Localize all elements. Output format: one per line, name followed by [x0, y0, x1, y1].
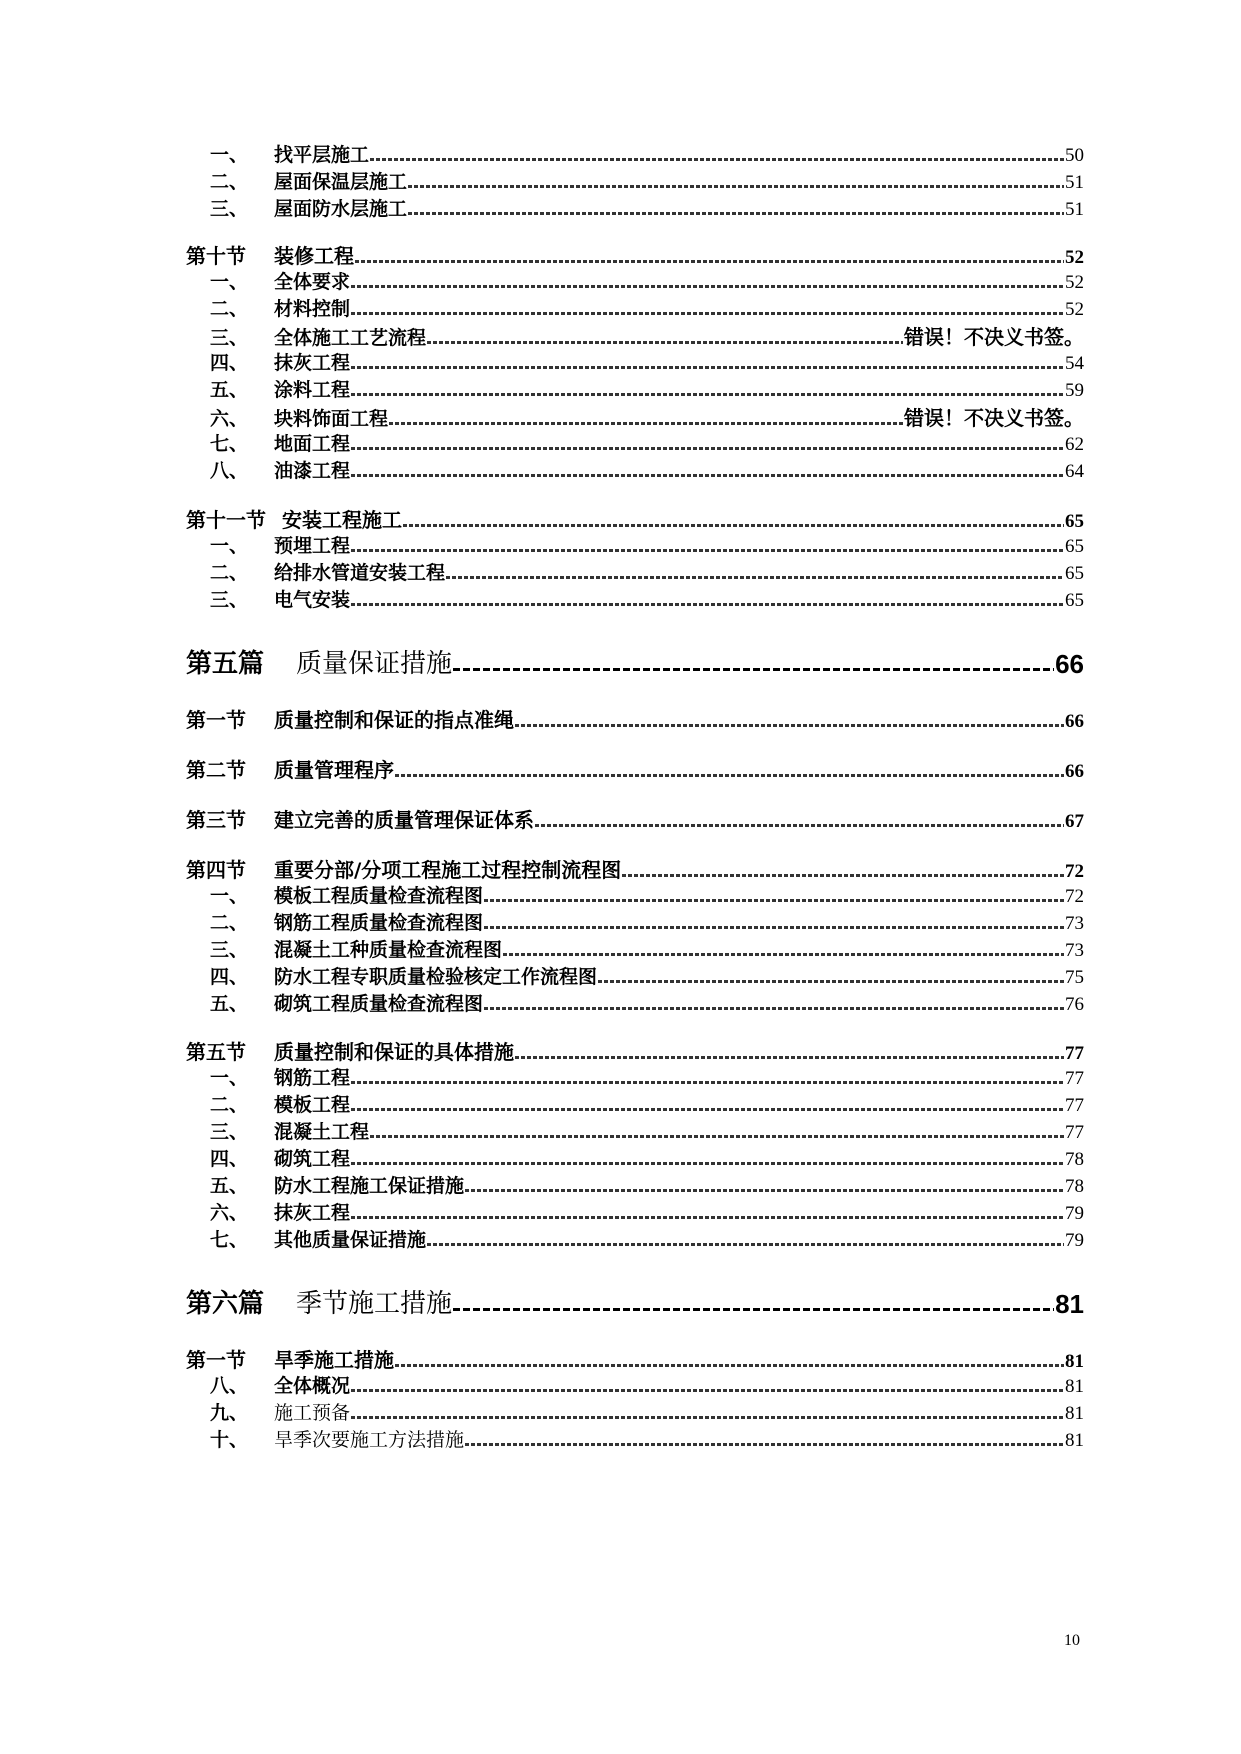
toc-number: 第十节 [186, 244, 246, 268]
toc-title: 抹灰工程 [274, 352, 351, 374]
toc-leader [395, 774, 1064, 777]
toc-page: 64 [1065, 461, 1084, 482]
toc-number: 八、 [210, 1375, 249, 1397]
toc-item[interactable] [186, 935, 1084, 962]
toc-item[interactable] [186, 1090, 1084, 1117]
toc-section[interactable] [186, 854, 1084, 883]
toc-leader [370, 158, 1064, 161]
toc-number: 第三节 [186, 808, 246, 832]
toc-item[interactable] [186, 1398, 1084, 1425]
toc-item[interactable] [186, 531, 1084, 558]
toc-page: 79 [1065, 1203, 1084, 1224]
toc-section[interactable] [186, 1344, 1084, 1373]
page-number: 10 [1064, 1632, 1080, 1649]
toc-title: 旱季次要施工方法措施 [274, 1429, 465, 1451]
toc-number: 一、 [210, 271, 249, 293]
toc-number: 二、 [210, 171, 249, 193]
toc-leader [484, 926, 1064, 929]
toc-item[interactable] [186, 585, 1084, 612]
toc-title: 模板工程 [274, 1094, 351, 1116]
toc-title: 防水工程专职质量检验核定工作流程图 [274, 966, 598, 988]
toc-title: 油漆工程 [274, 460, 351, 482]
toc-leader [389, 422, 903, 425]
toc-page: 81 [1065, 1376, 1084, 1397]
toc-page: 78 [1065, 1149, 1084, 1170]
toc-number: 三、 [210, 589, 249, 611]
toc-title: 质量控制和保证的具体措施 [274, 1040, 514, 1064]
toc-title: 砌筑工程 [274, 1148, 351, 1170]
toc-section[interactable] [186, 1036, 1084, 1065]
toc-number: 第四节 [186, 858, 246, 882]
toc-title: 给排水管道安装工程 [274, 562, 446, 584]
toc-number: 三、 [210, 1121, 249, 1143]
toc-leader [427, 1243, 1064, 1246]
toc-leader [355, 260, 1064, 263]
toc-leader [351, 603, 1064, 606]
toc-number: 五、 [210, 379, 249, 401]
toc-leader [484, 899, 1064, 902]
toc-number: 十、 [210, 1429, 249, 1451]
toc-page: 81 [1055, 1289, 1084, 1319]
toc-title: 预埋工程 [274, 535, 351, 557]
toc-part[interactable] [186, 643, 1084, 680]
toc-title: 涂料工程 [274, 379, 351, 401]
toc-number: 一、 [210, 1067, 249, 1089]
toc-page: 52 [1065, 299, 1084, 320]
toc-page: 81 [1065, 1430, 1084, 1451]
toc-page: 65 [1065, 590, 1084, 611]
toc-number: 三、 [210, 327, 249, 349]
toc-leader [403, 524, 1064, 527]
toc-item[interactable] [186, 267, 1084, 294]
toc-item[interactable] [186, 194, 1084, 221]
toc-page: 65 [1065, 536, 1084, 557]
toc-title: 钢筋工程质量检查流程图 [274, 912, 484, 934]
toc-leader [351, 285, 1064, 288]
toc-number: 三、 [210, 198, 249, 220]
toc-error-text: 错误！不决义书签。 [904, 406, 1084, 430]
toc-leader [351, 1108, 1064, 1111]
toc-page: 51 [1065, 199, 1084, 220]
toc-number: 六、 [210, 1202, 249, 1224]
toc-title: 屋面防水层施工 [274, 198, 408, 220]
toc-title: 防水工程施工保证措施 [274, 1175, 465, 1197]
toc-page: 72 [1065, 886, 1084, 907]
toc-item[interactable] [186, 321, 1084, 350]
toc-page: 54 [1065, 353, 1084, 374]
toc-page: 81 [1065, 1351, 1084, 1372]
toc-page: 78 [1065, 1176, 1084, 1197]
toc-section[interactable] [186, 754, 1084, 783]
toc-number: 二、 [210, 912, 249, 934]
toc-page: 75 [1065, 967, 1084, 988]
toc-item[interactable] [186, 1171, 1084, 1198]
toc-leader [395, 1364, 1064, 1367]
toc-title: 抹灰工程 [274, 1202, 351, 1224]
toc-number: 第六篇 [186, 1289, 265, 1319]
toc-number: 四、 [210, 352, 249, 374]
toc-page: 65 [1065, 563, 1084, 584]
toc-page: 77 [1065, 1122, 1084, 1143]
toc-title: 地面工程 [274, 433, 351, 455]
toc-leader [351, 1389, 1064, 1392]
toc-item[interactable] [186, 908, 1084, 935]
toc-title: 全体概况 [274, 1375, 351, 1397]
toc-leader [535, 824, 1064, 827]
toc-item[interactable] [186, 294, 1084, 321]
toc-number: 第二节 [186, 758, 246, 782]
toc-page: 66 [1055, 649, 1084, 679]
toc-item[interactable] [186, 429, 1084, 456]
toc-page: 59 [1065, 380, 1084, 401]
toc-page: 73 [1065, 913, 1084, 934]
toc-leader [351, 447, 1064, 450]
toc-section[interactable] [186, 804, 1084, 833]
toc-title: 电气安装 [274, 589, 351, 611]
toc-title: 旱季施工措施 [274, 1348, 394, 1372]
toc-leader [351, 1416, 1064, 1419]
toc-leader [351, 549, 1064, 552]
toc-title: 屋面保温层施工 [274, 171, 408, 193]
toc-leader [370, 1135, 1064, 1138]
toc-page: 66 [1065, 761, 1084, 782]
toc-item[interactable] [186, 167, 1084, 194]
toc-item[interactable] [186, 558, 1084, 585]
toc-page: 67 [1065, 811, 1084, 832]
toc-leader [351, 366, 1064, 369]
toc-page: 77 [1065, 1095, 1084, 1116]
toc-number: 五、 [210, 1175, 249, 1197]
toc-title: 质量控制和保证的指点准绳 [274, 708, 514, 732]
toc-number: 四、 [210, 966, 249, 988]
toc-leader [427, 341, 903, 344]
toc-item[interactable] [186, 375, 1084, 402]
toc-page: 52 [1065, 247, 1084, 268]
toc-number: 第一节 [186, 1348, 246, 1372]
toc-item[interactable] [186, 1425, 1084, 1452]
toc-number: 六、 [210, 408, 249, 430]
toc-leader [503, 953, 1064, 956]
toc-number: 二、 [210, 562, 249, 584]
toc-page: 76 [1065, 994, 1084, 1015]
toc-error-text: 错误！不决义书签。 [904, 325, 1084, 349]
toc-leader [351, 312, 1064, 315]
toc-leader [622, 874, 1064, 877]
toc-number: 七、 [210, 433, 249, 455]
toc-item[interactable] [186, 1371, 1084, 1398]
toc-page: 81 [1065, 1403, 1084, 1424]
toc-number: 第一节 [186, 708, 246, 732]
toc-title: 砌筑工程质量检查流程图 [274, 993, 484, 1015]
toc-title: 全体要求 [274, 271, 351, 293]
toc-page: 51 [1065, 172, 1084, 193]
toc-number: 四、 [210, 1148, 249, 1170]
toc-page: 50 [1065, 145, 1084, 166]
toc-item[interactable] [186, 1063, 1084, 1090]
toc-title: 质量保证措施 [296, 649, 453, 679]
toc-page: 65 [1065, 511, 1084, 532]
toc-part[interactable] [186, 1283, 1084, 1320]
toc-item[interactable] [186, 962, 1084, 989]
toc-section[interactable] [186, 240, 1084, 269]
toc-page: 73 [1065, 940, 1084, 961]
toc-leader [598, 980, 1064, 983]
toc-number: 第五节 [186, 1040, 246, 1064]
toc-page: 52 [1065, 272, 1084, 293]
toc-number: 一、 [210, 885, 249, 907]
toc-leader [465, 1443, 1064, 1446]
toc-title: 季节施工措施 [296, 1289, 453, 1319]
toc-section[interactable] [186, 504, 1084, 533]
toc-item[interactable] [186, 456, 1084, 483]
toc-section[interactable] [186, 704, 1084, 733]
toc-number: 第五篇 [186, 649, 265, 679]
toc-number: 一、 [210, 144, 249, 166]
toc-leader [408, 212, 1064, 215]
toc-item[interactable] [186, 348, 1084, 375]
toc-title: 安装工程施工 [282, 508, 402, 532]
toc-item[interactable] [186, 140, 1084, 167]
toc-title: 其他质量保证措施 [274, 1229, 427, 1251]
toc-title: 找平层施工 [274, 144, 370, 166]
toc-number: 八、 [210, 460, 249, 482]
toc-title: 块料饰面工程 [274, 408, 389, 430]
toc-leader [484, 1007, 1064, 1010]
toc-leader [351, 1216, 1064, 1219]
toc-leader [351, 1081, 1064, 1084]
toc-page: 77 [1065, 1043, 1084, 1064]
toc-page: 72 [1065, 861, 1084, 882]
toc-item[interactable] [186, 1225, 1084, 1252]
toc-title: 装修工程 [274, 244, 354, 268]
toc-leader [408, 185, 1064, 188]
toc-number: 三、 [210, 939, 249, 961]
toc-leader [446, 576, 1064, 579]
toc-title: 建立完善的质量管理保证体系 [274, 808, 534, 832]
toc-item[interactable] [186, 1144, 1084, 1171]
toc-number: 第十一节 [186, 508, 266, 532]
toc-number: 九、 [210, 1402, 249, 1424]
toc-item[interactable] [186, 881, 1084, 908]
toc-title: 模板工程质量检查流程图 [274, 885, 484, 907]
toc-page: 77 [1065, 1068, 1084, 1089]
toc-item[interactable] [186, 1117, 1084, 1144]
toc-leader [515, 1056, 1064, 1059]
toc-leader [351, 474, 1064, 477]
toc-leader [351, 393, 1064, 396]
toc-page: 62 [1065, 434, 1084, 455]
toc-leader [465, 1189, 1064, 1192]
toc-page: 79 [1065, 1230, 1084, 1251]
toc-title: 钢筋工程 [274, 1067, 351, 1089]
toc-number: 五、 [210, 993, 249, 1015]
toc-title: 重要分部/分项工程施工过程控制流程图 [274, 858, 622, 882]
toc-leader [453, 1308, 1054, 1311]
toc-title: 材料控制 [274, 298, 351, 320]
toc-title: 施工预备 [274, 1402, 351, 1424]
toc-page: 66 [1065, 711, 1084, 732]
toc-number: 一、 [210, 535, 249, 557]
toc-title: 全体施工工艺流程 [274, 327, 427, 349]
toc-number: 二、 [210, 298, 249, 320]
toc-leader [453, 668, 1054, 671]
toc-item[interactable] [186, 402, 1084, 431]
toc-item[interactable] [186, 989, 1084, 1016]
toc-number: 二、 [210, 1094, 249, 1116]
toc-number: 七、 [210, 1229, 249, 1251]
toc-leader [515, 724, 1064, 727]
toc-title: 混凝土工种质量检查流程图 [274, 939, 503, 961]
toc-leader [351, 1162, 1064, 1165]
toc-item[interactable] [186, 1198, 1084, 1225]
toc-title: 质量管理程序 [274, 758, 394, 782]
toc-title: 混凝土工程 [274, 1121, 370, 1143]
